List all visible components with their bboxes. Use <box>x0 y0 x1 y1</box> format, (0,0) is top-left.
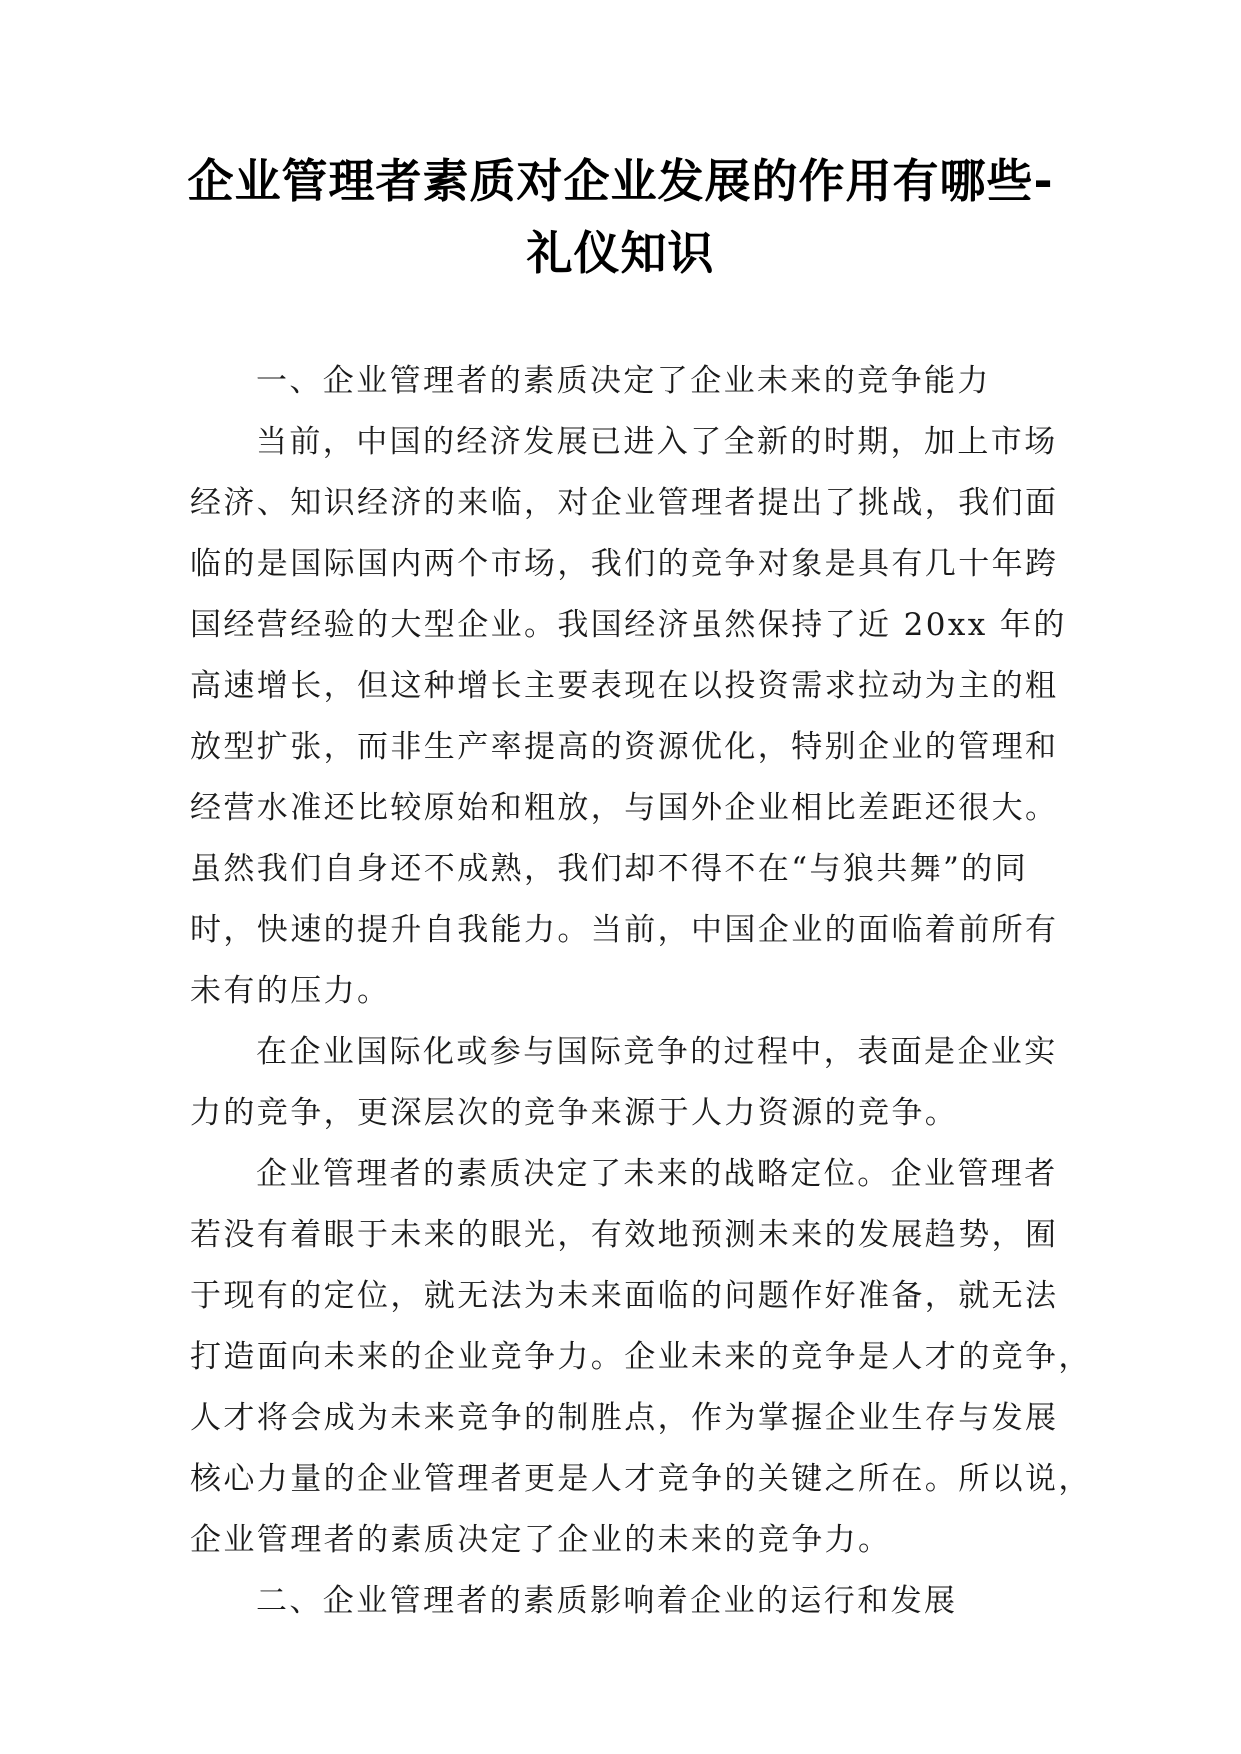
text-line: 若没有着眼于未来的眼光，有效地预测未来的发展趋势，囿 <box>190 1217 1059 1253</box>
document-body <box>190 351 1092 1632</box>
text-line: 经营水准还比较原始和粗放，与国外企业相比差距还很大。 <box>190 790 1059 826</box>
text-line: 临的是国际国内两个市场，我们的竞争对象是具有几十年跨 <box>190 546 1059 582</box>
text-line: 当前，中国的经济发展已进入了全新的时期，加上市场 <box>256 424 1058 460</box>
title-line-2: 礼仪知识 <box>526 226 715 280</box>
text-line: 二、企业管理者的素质影响着企业的运行和发展 <box>256 1583 958 1619</box>
document-title <box>150 145 1091 289</box>
text-line: 打造面向未来的企业竞争力。企业未来的竞争是人才的竞争， <box>190 1339 1092 1375</box>
text-line: 时，快速的提升自我能力。当前，中国企业的面临着前所有 <box>190 912 1059 948</box>
text-line: 高速增长，但这种增长主要表现在以投资需求拉动为主的粗 <box>190 668 1059 704</box>
text-line: 未有的压力。 <box>190 973 391 1009</box>
title-line-1: 企业管理者素质对企业发展的作用有哪些- <box>187 154 1054 208</box>
text-line: 放型扩张，而非生产率提高的资源优化，特别企业的管理和 <box>190 729 1059 765</box>
text-line: 虽然我们自身还不成熟，我们却不得不在“与狼共舞”的同 <box>190 851 1029 887</box>
text-line: 企业管理者的素质决定了企业的未来的竞争力。 <box>190 1522 892 1558</box>
text-line: 经济、知识经济的来临，对企业管理者提出了挑战，我们面 <box>190 485 1059 521</box>
text-line: 一、企业管理者的素质决定了企业未来的竞争能力 <box>256 363 991 399</box>
text-line: 人才将会成为未来竞争的制胜点，作为掌握企业生存与发展 <box>190 1400 1059 1436</box>
text-line: 力的竞争，更深层次的竞争来源于人力资源的竞争。 <box>190 1095 959 1131</box>
text-line: 于现有的定位，就无法为未来面临的问题作好准备，就无法 <box>190 1278 1059 1314</box>
text-line: 国经营经验的大型企业。我国经济虽然保持了近 20xx 年的 <box>190 607 1067 643</box>
text-line: 在企业国际化或参与国际竞争的过程中，表面是企业实 <box>256 1034 1058 1070</box>
text-line: 企业管理者的素质决定了未来的战略定位。企业管理者 <box>256 1156 1058 1192</box>
text-line: 核心力量的企业管理者更是人才竞争的关键之所在。所以说， <box>190 1461 1092 1497</box>
